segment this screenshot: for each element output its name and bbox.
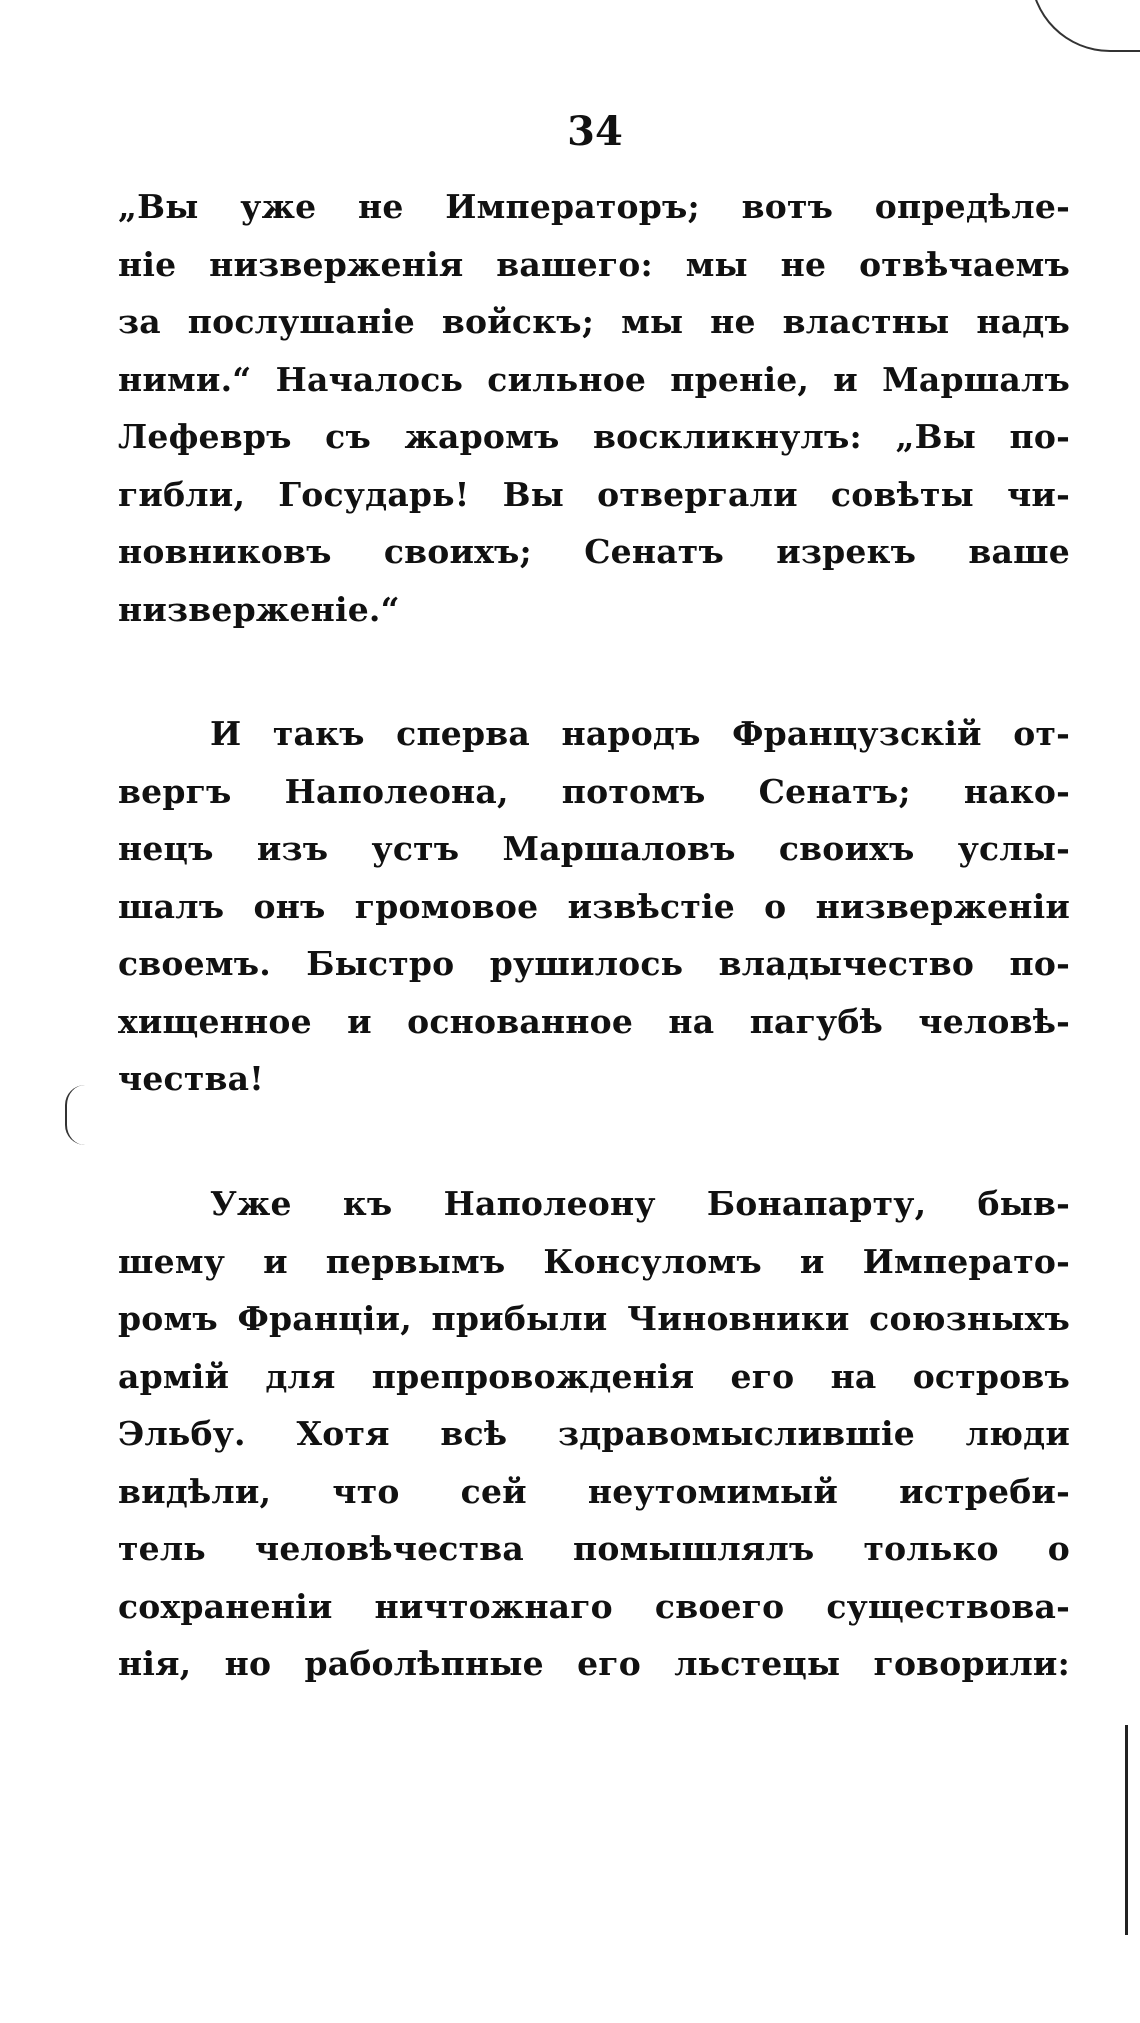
paragraph-1 bbox=[118, 178, 1070, 638]
text-line: новниковъ своихъ; Сенатъ изрекъ ваше bbox=[118, 532, 1070, 571]
text-line: армій для препровожденія его на островъ bbox=[118, 1356, 1070, 1396]
text-line: Уже къ Наполеону Бонапарту, быв- bbox=[210, 1184, 1070, 1223]
text-line: своемъ. Быстро рушилось владычество по- bbox=[118, 944, 1070, 983]
text-line: нецъ изъ устъ Маршаловъ своихъ услы- bbox=[118, 829, 1070, 868]
text-line: шему и первымъ Консуломъ и Императо- bbox=[118, 1241, 1070, 1281]
text-line: гибли, Государь! Вы отвергали совѣты чи- bbox=[118, 474, 1070, 514]
page-number: 34 bbox=[567, 108, 623, 155]
text-line: низверженіе.“ bbox=[118, 589, 400, 629]
paragraph-3 bbox=[118, 1175, 1070, 1693]
text-line: видѣли, что сей неутомимый истреби- bbox=[118, 1471, 1070, 1511]
scan-mark-left bbox=[65, 1085, 87, 1145]
text-line: чества! bbox=[118, 1059, 264, 1098]
text-line: шалъ онъ громовое извѣстіе о низверженіи bbox=[118, 886, 1070, 926]
paragraph-2 bbox=[118, 705, 1070, 1108]
text-line: „Вы уже не Императоръ; вотъ опредѣле- bbox=[118, 187, 1070, 226]
scan-mark-top-right bbox=[1030, 0, 1140, 52]
text-line: вергъ Наполеона, потомъ Сенатъ; нако- bbox=[118, 771, 1070, 811]
text-line: ними.“ Началось сильное преніе, и Маршалъ bbox=[118, 359, 1070, 399]
text-line: Лефевръ съ жаромъ воскликнулъ: „Вы по- bbox=[118, 417, 1070, 456]
text-line: ніе низверженія вашего: мы не отвѣчаемъ bbox=[118, 244, 1070, 284]
text-line: нія, но раболѣпные его льстецы говорили: bbox=[118, 1644, 1070, 1683]
text-line: за послушаніе войскъ; мы не властны надъ bbox=[118, 302, 1070, 341]
scan-mark-right-edge bbox=[1125, 1725, 1128, 1935]
text-line: сохраненіи ничтожнаго своего существова- bbox=[118, 1586, 1070, 1626]
text-line: Эльбу. Хотя всѣ здравомыслившіе люди bbox=[118, 1414, 1070, 1453]
text-line: И такъ сперва народъ Французскій от- bbox=[210, 714, 1070, 753]
text-line: ромъ Франціи, прибыли Чиновники союзныхъ bbox=[118, 1299, 1070, 1338]
text-line: тель человѣчества помышлялъ только о bbox=[118, 1529, 1070, 1568]
text-line: хищенное и основанное на пагубѣ человѣ- bbox=[118, 1001, 1070, 1041]
